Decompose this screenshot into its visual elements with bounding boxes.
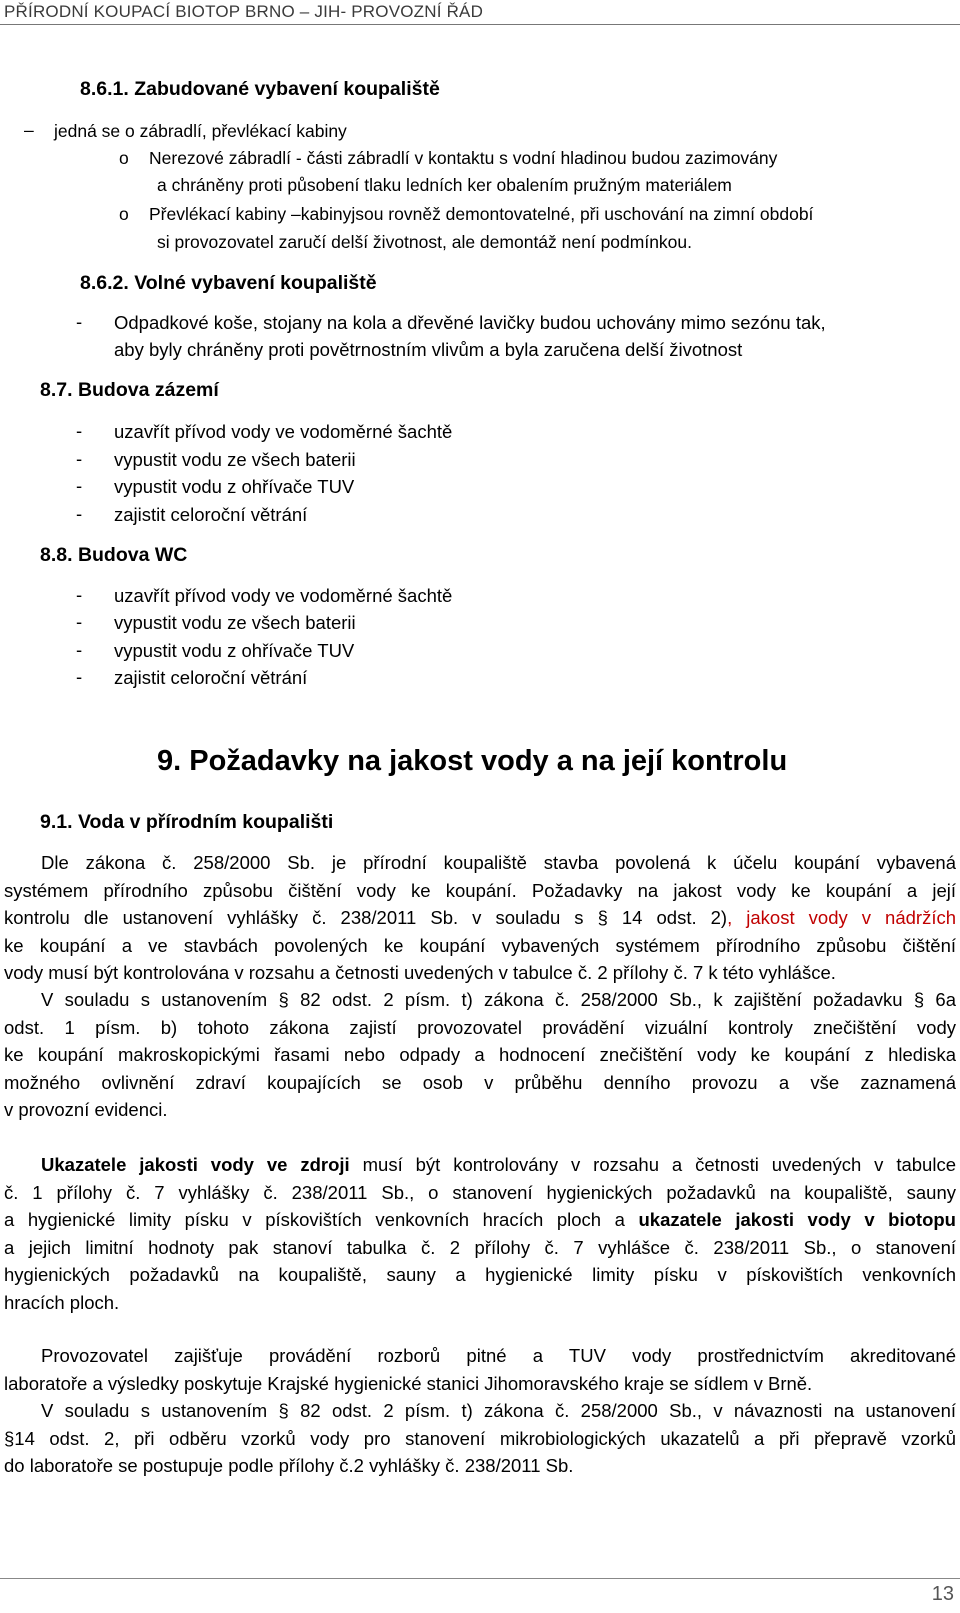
list-item: uzavřít přívod vody ve vodoměrné šachtě bbox=[114, 421, 453, 442]
dash-marker: – bbox=[24, 120, 34, 140]
paragraph-2 bbox=[4, 986, 956, 1124]
heading-9-1: 9.1. Voda v přírodním koupališti bbox=[40, 811, 334, 833]
text-line bbox=[4, 904, 956, 932]
text-line: č. 1 přílohy č. 7 vyhlášky č. 238/2011 Sb., o stanovení hygienických požadavků na koupaliště, sauny bbox=[4, 1181, 956, 1203]
paragraph-5 bbox=[4, 1397, 956, 1480]
s861-intro: jedná se o zábradlí, převlékací kabiny bbox=[54, 121, 347, 141]
text-line: možného ovlivnění zdraví koupajících se osob v průběhu denního provozu a vše zaznamená bbox=[4, 1071, 956, 1093]
text-line: hracích ploch. bbox=[4, 1291, 120, 1313]
text-fragment-bold: ukazatele jakosti vody v biotopu bbox=[638, 1209, 956, 1230]
text-line: ke koupání makroskopickými řasami nebo odpady a hodnocení znečištění vody ke koupání z hlediska bbox=[4, 1044, 956, 1065]
header-rule bbox=[0, 24, 960, 25]
paragraph-1 bbox=[4, 849, 956, 987]
text-line bbox=[4, 1206, 956, 1234]
dash-marker: - bbox=[76, 611, 83, 632]
text-line: V souladu s ustanovením § 82 odst. 2 písm. t) zákona č. 258/2000 Sb., k zajištění požadavku § 6a bbox=[41, 989, 956, 1010]
heading-9: 9. Požadavky na jakost vody a na její kontrolu bbox=[157, 745, 788, 777]
list-item: uzavřít přívod vody ve vodoměrné šachtě bbox=[114, 585, 453, 606]
text-line: Provozovatel zajišťuje provádění rozborů pitné a TUV vody prostřednictvím akreditované bbox=[41, 1345, 956, 1366]
dash-marker: - bbox=[76, 503, 83, 524]
dash-marker: - bbox=[76, 420, 83, 441]
paragraph-3 bbox=[4, 1151, 956, 1316]
text-line: odst. 1 písm. b) tohoto zákona zajistí provozovatel provádění vizuální kontroly znečištění vody bbox=[4, 1016, 956, 1038]
text-line: systémem přírodního způsobu čištění vody ke koupání. Požadavky na jakost vody ke koupání a její bbox=[4, 879, 956, 901]
text-line: v provozní evidenci. bbox=[4, 1099, 168, 1120]
s862-l2: aby byly chráněny proti povětrnostním vlivům a byla zaručena delší životnost bbox=[114, 339, 743, 360]
text-line: V souladu s ustanovením § 82 odst. 2 písm. t) zákona č. 258/2000 Sb., v návaznosti na ustanovení bbox=[41, 1400, 956, 1421]
s861-b2-l1: Převlékací kabiny –kabinyjsou rovněž demontovatelné, při uschování na zimní období bbox=[149, 204, 814, 224]
text-line: §14 odst. 2, při odběru vzorků vody pro stanovení mikrobiologických ukazatelů a při přepravě vzorků bbox=[4, 1427, 956, 1449]
text-line: hygienických požadavků na koupaliště, sauny a hygienické limity písku v pískovištích venkovních bbox=[4, 1264, 956, 1285]
text-line bbox=[4, 1151, 956, 1179]
text-line: vody musí být kontrolována v rozsahu a četnosti uvedených v tabulce č. 2 přílohy č. 7 k této vyhlášce. bbox=[4, 962, 836, 983]
text-fragment: kontrolu dle ustanovení vyhlášky č. 238/2011 Sb. v souladu s § 14 odst. 2) bbox=[4, 907, 728, 928]
paragraph-4 bbox=[4, 1342, 956, 1397]
dash-marker: - bbox=[76, 448, 83, 469]
text-line: Dle zákona č. 258/2000 Sb. je přírodní koupaliště stavba povolená k účelu koupání vybavená bbox=[41, 852, 956, 873]
list-item: zajistit celoroční větrání bbox=[114, 667, 308, 688]
dash-marker: - bbox=[76, 311, 83, 332]
list-item: vypustit vodu z ohřívače TUV bbox=[114, 476, 355, 497]
s862-l1: Odpadkové koše, stojany na kola a dřevěné lavičky budou uchovány mimo sezónu tak, bbox=[114, 312, 826, 333]
page-number: 13 bbox=[931, 1583, 954, 1605]
heading-8-6-2: 8.6.2. Volné vybavení koupaliště bbox=[80, 272, 377, 294]
heading-8-6-1: 8.6.1. Zabudované vybavení koupaliště bbox=[80, 78, 440, 100]
text-line: a jejich limitní hodnoty pak stanoví tabulka č. 2 přílohy č. 7 vyhlášce č. 238/2011 Sb., o stanovení bbox=[4, 1236, 956, 1258]
dash-marker: - bbox=[76, 584, 83, 605]
text-line: laboratoře a výsledky poskytuje Krajské hygienické stanici Jihomoravského kraje se sídlem v Brně. bbox=[4, 1372, 813, 1394]
s861-b1-l1: Nerezové zábradlí - části zábradlí v kontaktu s vodní hladinou budou zazimovány bbox=[149, 148, 778, 168]
dash-marker: - bbox=[76, 666, 83, 687]
heading-8-8: 8.8. Budova WC bbox=[40, 544, 188, 566]
s861-b1-l2: a chráněny proti působení tlaku ledních ker obalením pružným materiálem bbox=[157, 175, 732, 195]
heading-8-7: 8.7. Budova zázemí bbox=[40, 379, 219, 401]
text-line: do laboratoře se postupuje podle přílohy č.2 vyhlášky č. 238/2011 Sb. bbox=[4, 1455, 574, 1476]
footer-rule bbox=[0, 1578, 960, 1579]
s861-b2-l2: si provozovatel zaručí delší životnost, ale demontáž není podmínkou. bbox=[157, 232, 693, 252]
text-line: ke koupání a ve stavbách povolených ke koupání vybavených systémem přírodního způsobu čištění bbox=[4, 934, 956, 956]
running-header: PŘÍRODNÍ KOUPACÍ BIOTOP BRNO – JIH- PROVOZNÍ ŘÁD bbox=[4, 2, 484, 21]
list-item: vypustit vodu z ohřívače TUV bbox=[114, 640, 355, 661]
text-fragment-red: , jakost vody v nádržích bbox=[727, 907, 956, 928]
bullet-marker: o bbox=[119, 148, 129, 168]
text-fragment: a hygienické limity písku v pískovištích venkovních hracích ploch a bbox=[4, 1209, 639, 1230]
dash-marker: - bbox=[76, 475, 83, 496]
list-item: vypustit vodu ze všech baterii bbox=[114, 612, 356, 633]
text-fragment-bold: Ukazatele jakosti vody ve zdroji bbox=[41, 1154, 350, 1175]
text-fragment: musí být kontrolovány v rozsahu a četnosti uvedených v tabulce bbox=[349, 1154, 956, 1175]
list-item: zajistit celoroční větrání bbox=[114, 504, 308, 525]
bullet-marker: o bbox=[119, 204, 129, 224]
dash-marker: - bbox=[76, 639, 83, 660]
list-item: vypustit vodu ze všech baterii bbox=[114, 449, 356, 470]
